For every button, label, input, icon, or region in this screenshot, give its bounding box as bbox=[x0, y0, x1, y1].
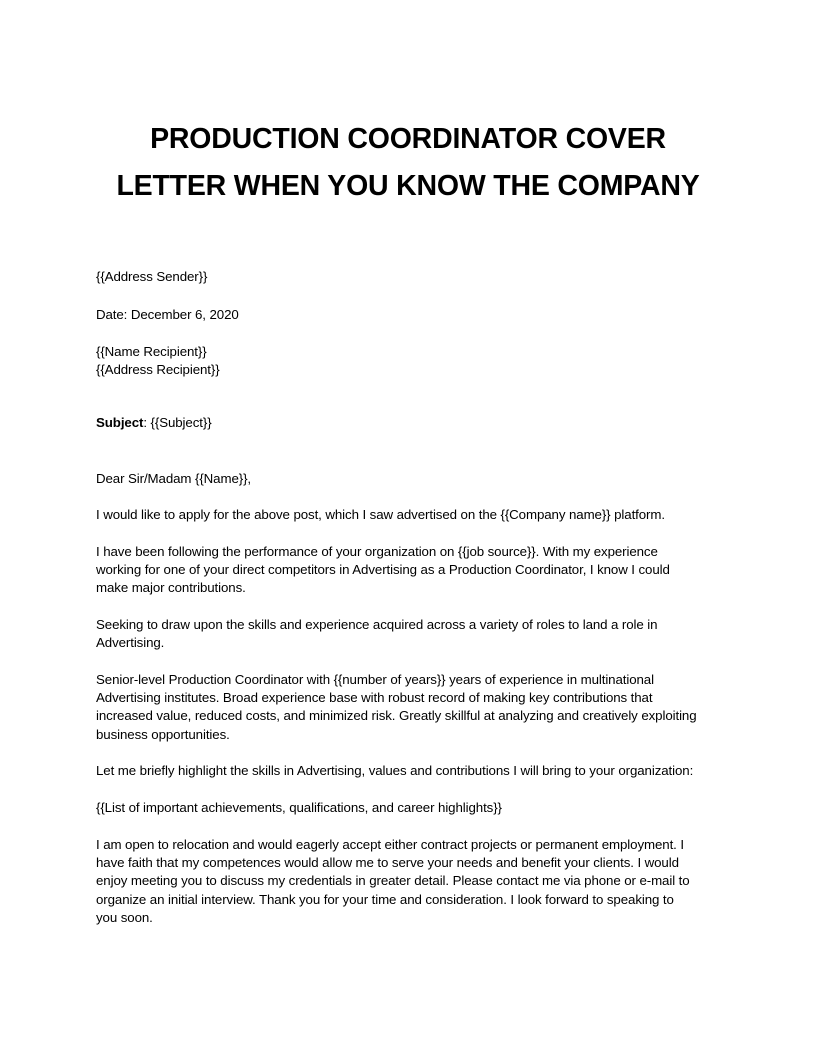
paragraph-line: Let me briefly highlight the skills in Advertising, values and contributions I will bring to your organization: bbox=[96, 763, 694, 778]
address-sender: {{Address Sender}} bbox=[96, 269, 208, 284]
title-line-1: PRODUCTION COORDINATOR COVER bbox=[150, 123, 666, 155]
subject-line bbox=[96, 414, 736, 432]
paragraph-line: organize an initial interview. Thank you for your time and consideration. I look forward to speaking to bbox=[96, 891, 674, 907]
salutation: Dear Sir/Madam {{Name}}, bbox=[96, 471, 252, 486]
title-line-2: LETTER WHEN YOU KNOW THE COMPANY bbox=[116, 170, 700, 202]
paragraph-line: Senior-level Production Coordinator with {{number of years}} years of experience in multinational bbox=[96, 672, 654, 687]
paragraph-line: I am open to relocation and would eagerly accept either contract projects or permanent employment. I bbox=[96, 837, 684, 852]
paragraph-line: {{List of important achievements, qualifications, and career highlights}} bbox=[96, 800, 502, 815]
paragraph-line: increased value, reduced costs, and minimized risk. Greatly skillful at analyzing and creatively exploiting bbox=[96, 708, 697, 724]
paragraph-line: working for one of your direct competitors in Advertising as a Production Coordinator, I know I could bbox=[96, 562, 670, 578]
paragraph-line: Advertising. bbox=[96, 635, 165, 651]
paragraph-line: have faith that my competences would allow me to serve your needs and benefit your clients. I would bbox=[96, 855, 679, 871]
document-title bbox=[60, 116, 756, 210]
address-recipient: {{Address Recipient}} bbox=[96, 362, 220, 377]
paragraph-highlight bbox=[96, 762, 736, 780]
paragraph-line: I would like to apply for the above post, which I saw advertised on the {{Company name}} platform. bbox=[96, 507, 665, 522]
letter-date: Date: December 6, 2020 bbox=[96, 307, 239, 322]
paragraph-line: Seeking to draw upon the skills and experience acquired across a variety of roles to land a role in bbox=[96, 617, 658, 632]
paragraph-seeking bbox=[96, 616, 736, 652]
paragraph-line: make major contributions. bbox=[96, 580, 246, 596]
paragraph-line: I have been following the performance of your organization on {{job source}}. With my experience bbox=[96, 544, 658, 559]
paragraph-achievements bbox=[96, 799, 736, 817]
paragraph-line: business opportunities. bbox=[96, 726, 230, 742]
paragraph-apply bbox=[96, 506, 736, 524]
paragraph-following bbox=[96, 543, 736, 598]
paragraph-line: enjoy meeting you to discuss my credentials in greater detail. Please contact me via phone or e-mail to bbox=[96, 873, 690, 889]
name-recipient: {{Name Recipient}} bbox=[96, 344, 207, 359]
paragraph-line: Advertising institutes. Broad experience base with robust record of making key contributions that bbox=[96, 690, 653, 706]
paragraph-line: you soon. bbox=[96, 909, 153, 925]
paragraph-summary bbox=[96, 671, 736, 744]
paragraph-closing bbox=[96, 836, 736, 927]
subject-label: Subject bbox=[96, 415, 144, 430]
subject-value: : {{Subject}} bbox=[143, 415, 212, 430]
